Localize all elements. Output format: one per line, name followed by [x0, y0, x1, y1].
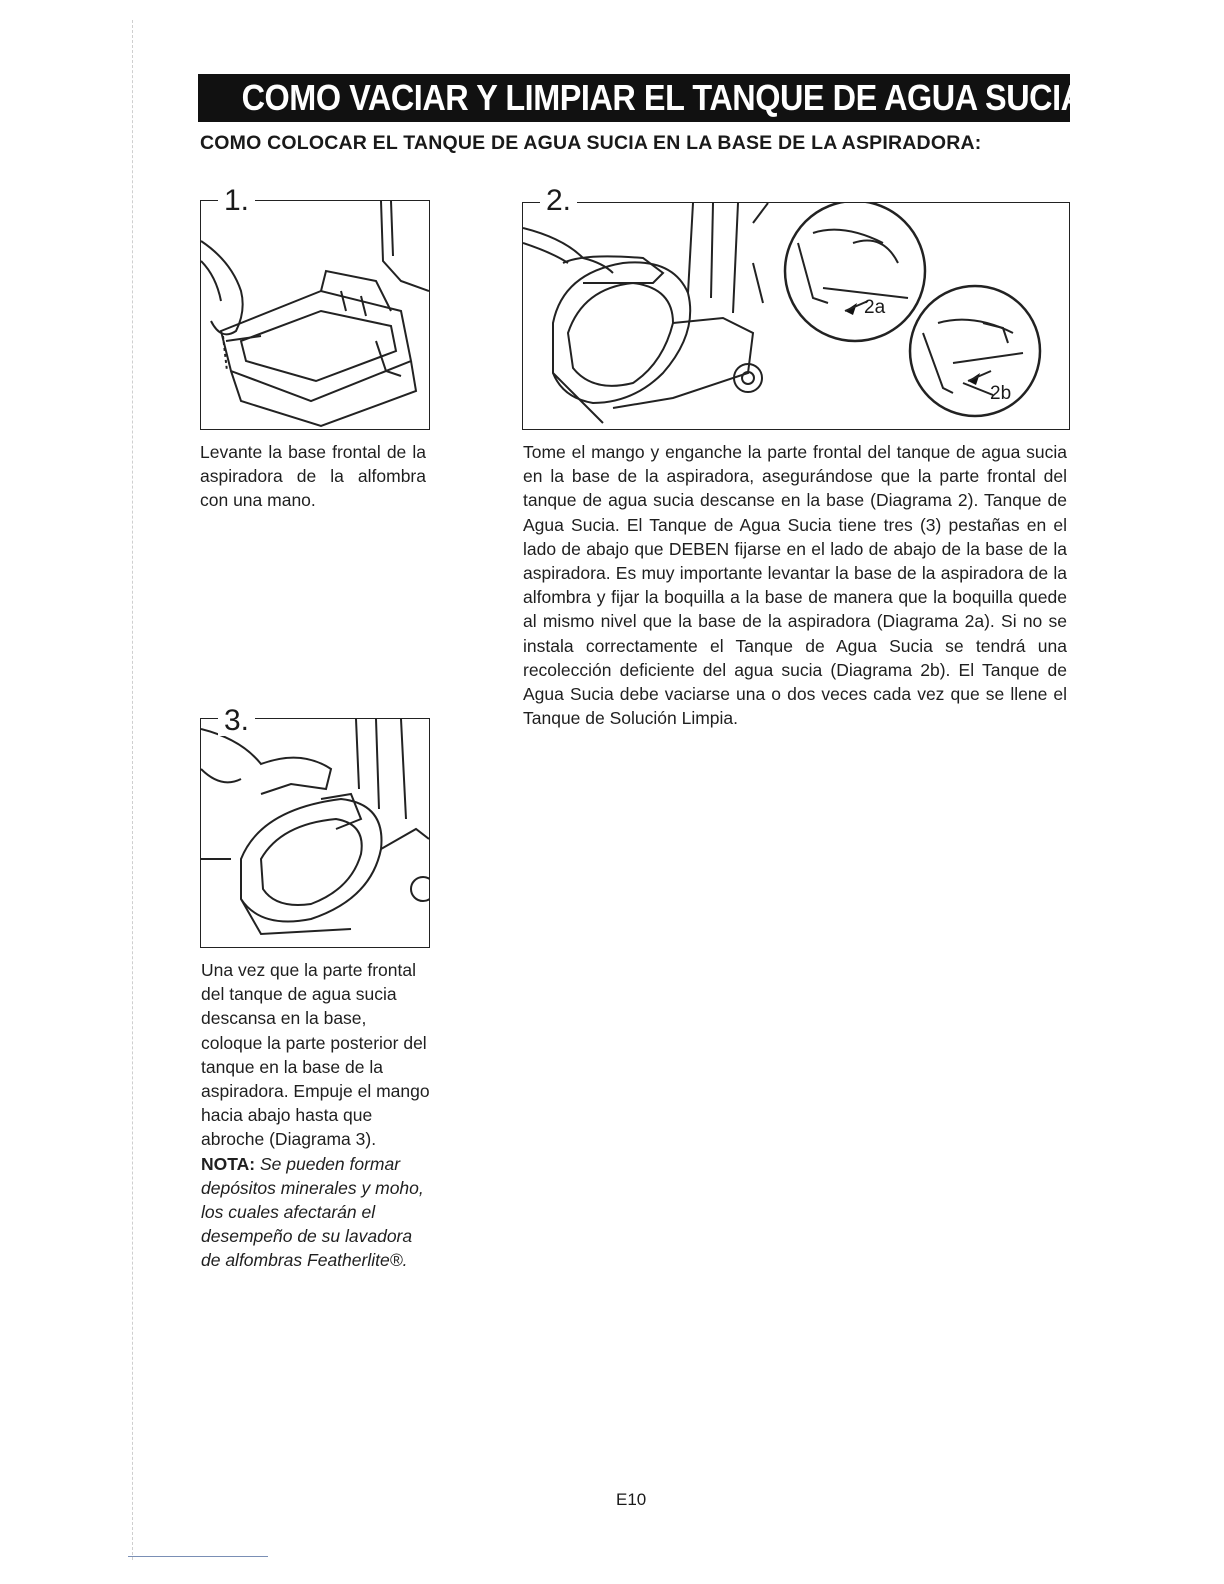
figure-1-caption: Levante la base frontal de la aspiradora de la alfombra con una mano. [200, 442, 426, 511]
figure-3-image [200, 718, 430, 948]
page-number: E10 [616, 1490, 647, 1509]
figure-1-image [200, 200, 430, 430]
figure-1-number: 1. [218, 186, 255, 216]
page-title: COMO VACIAR Y LIMPIAR EL TANQUE DE AGUA SUCIA [241, 77, 1084, 118]
attach-tank-illustration [523, 203, 1069, 429]
callout-2a: 2a [864, 297, 886, 318]
push-handle-illustration [201, 719, 429, 947]
nota-text: Se pueden formar depósitos minerales y moho, los cuales afectarán el desempeño de su lavadora de alfombras Featherlite®. [201, 1153, 424, 1271]
figure-3-caption-text: Una vez que la parte frontal del tanque de agua sucia descansa en la base, coloque la parte posterior del tanque en la base de la aspiradora. Empuje el mango hacia abajo hasta que abroche (Diagrama 3). [201, 960, 430, 1150]
scan-margin-line [132, 20, 134, 1560]
figure-3-caption [201, 958, 431, 1273]
scan-bottom-line [128, 1556, 268, 1557]
figure-2-caption: Tome el mango y enganche la parte frontal del tanque de agua sucia en la base de la aspiradora, asegurándose que la parte frontal del tanque de agua sucia descanse en la base (Diagrama 2). Tanque de Agua Sucia. El Tanque de Agua Sucia tiene tres (3) pestañas en el lado de abajo que DEBEN fijarse en el lado de abajo de la base de la aspiradora. Es muy importante levantar la base de la aspiradora de la alfombra y fijar la boquilla a la base de manera que la boquilla quede al mismo nivel que la base de la aspiradora (Diagrama 2a). Si no se instala correctamente el Tanque de Agua Sucia se tendrá una recolección deficiente del agua sucia (Diagrama 2b). El Tanque de Agua Sucia debe vaciarse una o dos veces cada vez que se llene el Tanque de Solución Limpia. [523, 442, 1067, 729]
figure-2-number: 2. [540, 186, 577, 216]
nota-label: NOTA: [201, 1153, 256, 1174]
figure-2-image [522, 202, 1070, 430]
callout-2b: 2b [990, 383, 1012, 404]
section-subtitle: COMO COLOCAR EL TANQUE DE AGUA SUCIA EN LA BASE DE LA ASPIRADORA: [200, 132, 982, 154]
figure-3-number: 3. [218, 706, 255, 736]
title-banner [198, 74, 1084, 122]
lift-base-illustration [201, 201, 429, 429]
